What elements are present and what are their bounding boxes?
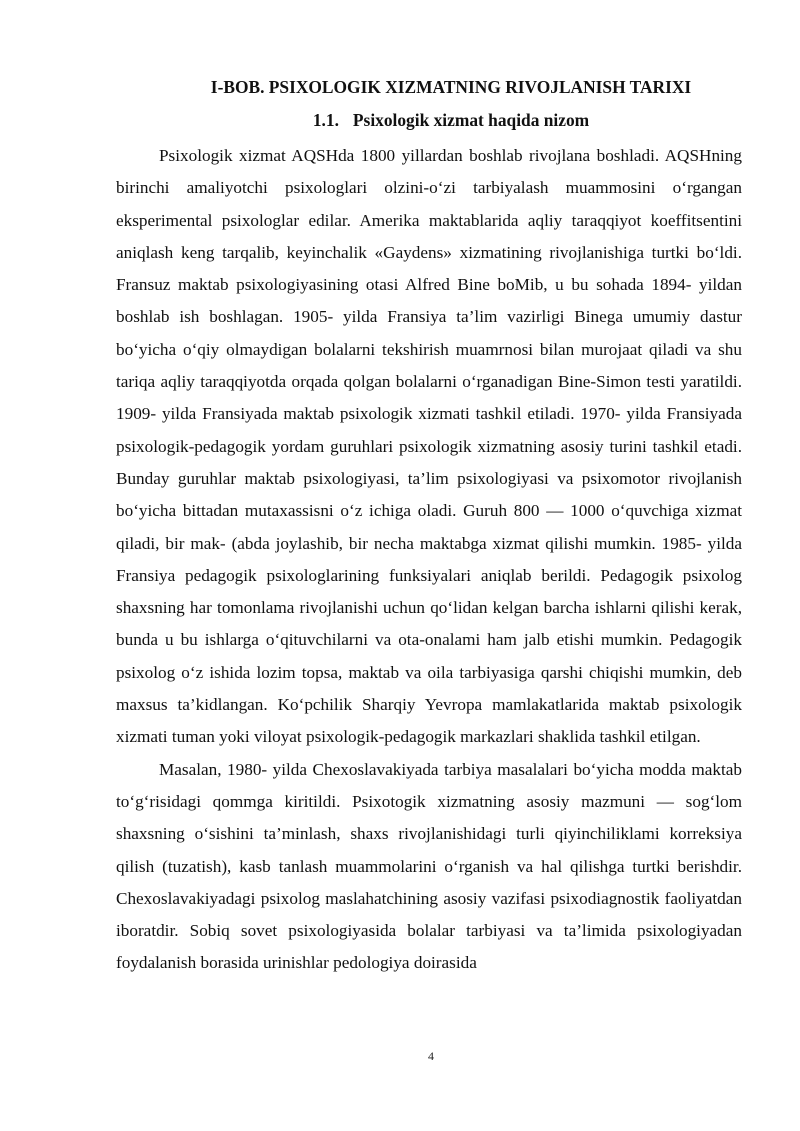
body-text: [116, 140, 742, 980]
paragraph: Psixologik xizmat AQSHda 1800 yillardan boshlab rivojlana boshladi. AQSHning birinchi amaliyotchi psixologlari olzini-oʻzi tarbiyalash muammosini oʻrgangan eksperimental psixologlar edilar. Amerika maktablarida aqliy taraqqiyot koeffitsentini aniqlash keng tarqalib, keyinchalik «Gaydens» xizmatining rivojlanishiga turtki boʻldi. Fransuz maktab psixologiyasining otasi Alfred Bine boMib, u bu sohada 1894- yildan boshlab ish boshlagan. 1905- yilda Fransiya ta’lim vazirligi Binega umumiy dastur boʻyicha oʻqiy olmaydigan bolalarni tekshirish muamrnosi bilan murojaat qiladi va shu tariqa aqliy taraqqiyotda orqada qolgan bolalarni oʻrganadigan Bine-Simon testi yaratildi. 1909- yilda Fransiyada maktab psixologik xizmati tashkil etiladi. 1970- yilda Fransiyada psixologik-pedagogik yordam guruhlari psixologik xizmatning asosiy turini tashkil etadi. Bunday guruhlar maktab psixologiyasi, ta’lim psixologiyasi va psixomotor rivojlanish boʻyicha bittadan mutaxassisni oʻz ichiga oladi. Guruh 800 — 1000 oʻquvchiga xizmat qiladi, bir mak- (abda joylashib, bir necha maktabga xizmat qilishi mumkin. 1985- yilda Fransiya pedagogik psixologlarining funksiyalari aniqlab berildi. Pedagogik psixolog shaxsning har tomonlama rivojlanishi uchun qoʻlidan kelgan barcha ishlarni qilishi kerak, bunda u bu ishlarga oʻqituvchilarni va ota-onalami ham jalb etishi mumkin. Pedagogik psixolog oʻz ishida lozim topsa, maktab va oila tarbiyasiga qarshi chiqishi mumkin, deb maxsus ta’kidlangan. Koʻpchilik Sharqiy Yevropa mamlakatlarida maktab psixologik xizmati tuman yoki viloyat psixologik-pedagogik markazlari shaklida tashkil etilgan.: [116, 146, 742, 747]
section-number: 1.1.: [312, 110, 339, 130]
section-title: Psixologik xizmat haqida nizom: [352, 110, 590, 130]
page-number: 4: [428, 1049, 434, 1063]
chapter-title: I-BOB. PSIXOLOGIK XIZMATNING RIVOJLANISH TARIXI: [210, 77, 692, 97]
paragraph: Masalan, 1980- yilda Chexoslavakiyada tarbiya masalalari boʻyicha modda maktab toʻgʻrisidagi qommga kiritildi. Psixotogik xizmatning asosiy mazmuni — sogʻlom shaxsning oʻsishini ta’minlash, shaxs rivojlanishidagi turli qiyinchiliklami korreksiya qilish (tuzatish), kasb tanlash muammolarini oʻrganish va hal qilishga turtki berishdir. Chexoslavakiyadagi psixolog maslahatchining asosiy vazifasi psixodiagnostik faoliyatdan iboratdir. Sobiq sovet psixologiyasida bolalar tarbiyasi va ta’limida psixologiyadan foydalanish borasida urinishlar pedologiya doirasida: [116, 759, 742, 973]
section-heading: [0, 109, 800, 131]
